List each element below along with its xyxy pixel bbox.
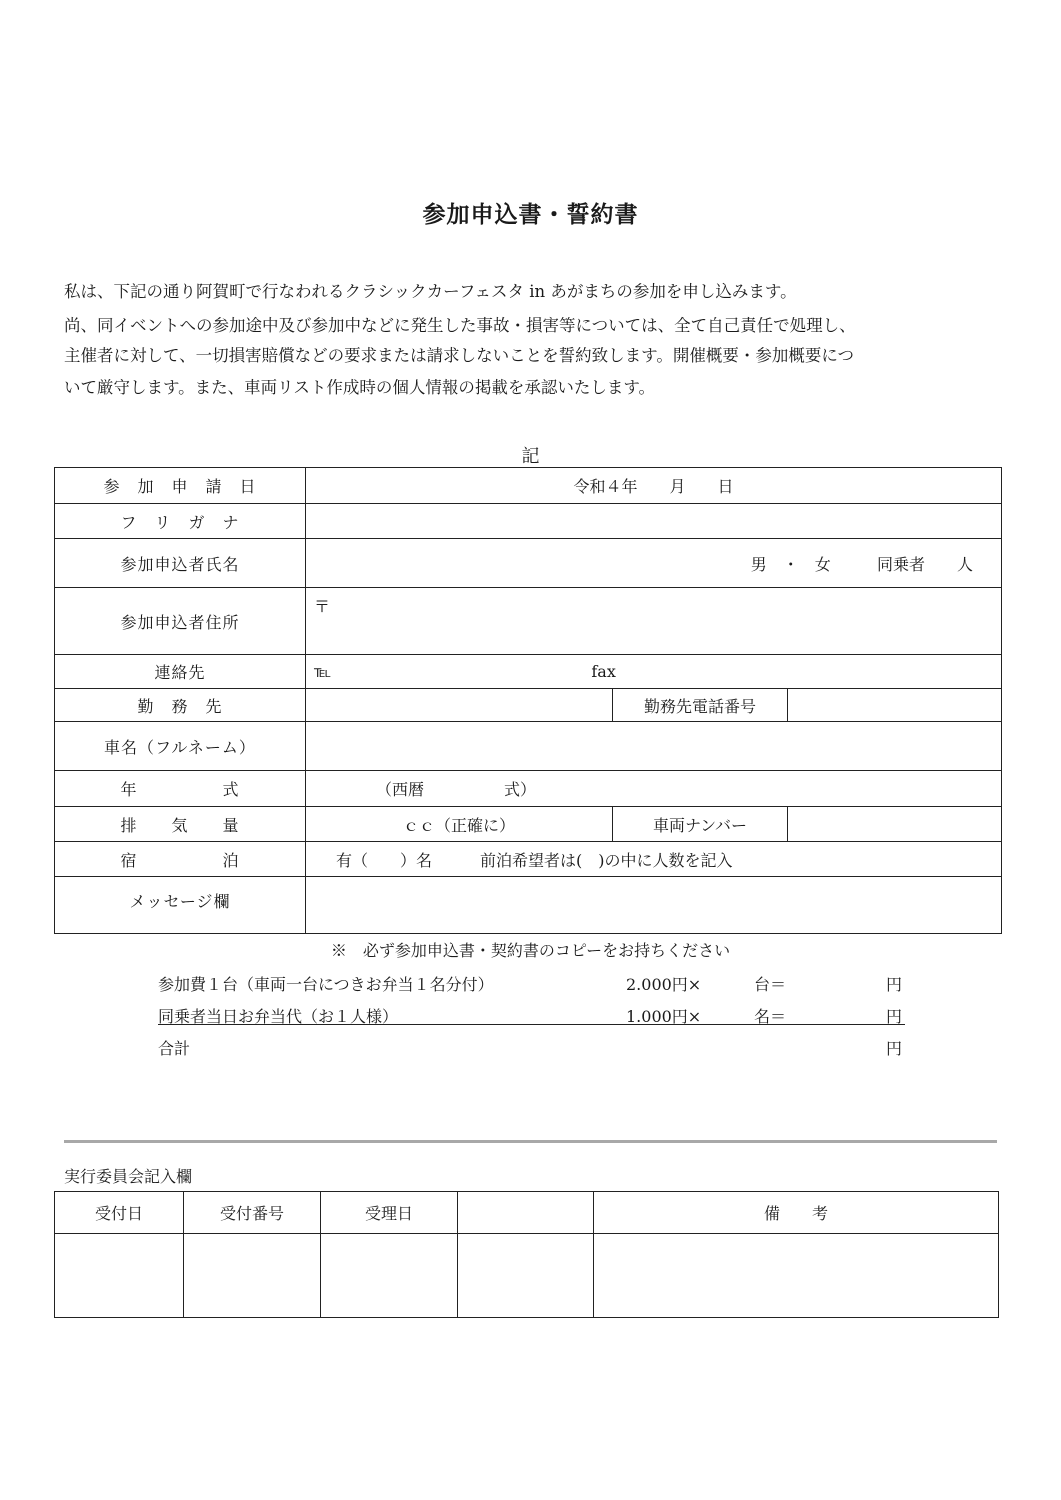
fee-entry-yen: 円 (886, 975, 903, 994)
fee-lunch-label: 同乗者当日お弁当代（お１人様） (158, 1007, 399, 1026)
acceptance-date-header: 受理日 (321, 1192, 458, 1234)
fee-lunch-unit: 名＝ (754, 1007, 787, 1026)
ki-heading: 記 (521, 446, 540, 467)
fee-total-yen: 円 (886, 1039, 903, 1058)
applicant-name-label: 参加申込者氏名 (55, 539, 306, 588)
committee-section-label: 実行委員会記入欄 (64, 1167, 193, 1186)
remarks-header: 備 考 (594, 1192, 999, 1234)
displacement-field[interactable]: ｃｃ（正確に） (306, 807, 613, 842)
car-name-field[interactable] (306, 722, 1002, 771)
intro-line-1: 私は、下記の通り阿賀町で行なわれるクラシックカーフェスタ in あがまちの参加を申し込みます。 (64, 282, 797, 301)
model-year-field[interactable]: （西暦 式） (306, 771, 1002, 807)
contact-field[interactable] (306, 655, 1002, 689)
page-title: 参加申込書・誓約書 (422, 202, 639, 228)
application-date-label: 参 加 申 請 日 (55, 468, 306, 504)
application-date-field[interactable]: 令和４年 月 日 (306, 468, 1002, 504)
fee-lunch-price: 1.000円× (626, 1007, 702, 1026)
gender-option[interactable]: 男 ・ 女 (750, 554, 831, 574)
receipt-date-cell[interactable] (55, 1234, 184, 1318)
fee-entry-price: 2.000円× (626, 975, 702, 994)
copy-notice: ※ 必ず参加申込書・契約書のコピーをお持ちください (330, 941, 731, 960)
fee-underline (158, 1024, 905, 1025)
message-label: メッセージ欄 (55, 877, 306, 934)
intro-line-4: いて厳守します。また、車両リスト作成時の個人情報の掲載を承認いたします。 (64, 378, 656, 397)
application-form-table (54, 467, 1002, 934)
fee-total-label: 合計 (158, 1039, 191, 1058)
workplace-label: 勤 務 先 (55, 689, 306, 722)
furigana-label: フ リ ガ ナ (55, 504, 306, 539)
receipt-number-header: 受付番号 (184, 1192, 321, 1234)
tel-label: ℡ (314, 662, 332, 681)
receipt-number-cell[interactable] (184, 1234, 321, 1318)
lodging-label: 宿 泊 (55, 842, 306, 877)
furigana-field[interactable] (306, 504, 1002, 539)
plate-number-label: 車両ナンバー (613, 807, 788, 842)
fee-lunch-yen: 円 (886, 1007, 903, 1026)
postal-mark: 〒 (314, 597, 331, 616)
car-name-label: 車名（フルネーム） (55, 722, 306, 771)
blank-header (458, 1192, 594, 1234)
fax-label: fax (591, 662, 616, 681)
work-phone-field[interactable] (788, 689, 1002, 722)
companion-count[interactable]: 同乗者 人 (877, 554, 974, 574)
fee-entry-label: 参加費１台（車両一台につきお弁当１名分付） (158, 975, 494, 994)
section-divider (64, 1140, 997, 1143)
applicant-name-field[interactable] (306, 539, 1002, 588)
intro-line-3: 主催者に対して、一切損害賠償などの要求または請求しないことを誓約致します。開催概要・参加概要につ (64, 346, 855, 365)
remarks-cell[interactable] (594, 1234, 999, 1318)
applicant-address-label: 参加申込者住所 (55, 588, 306, 655)
receipt-date-header: 受付日 (55, 1192, 184, 1234)
plate-number-field[interactable] (788, 807, 1002, 842)
workplace-field[interactable] (306, 689, 613, 722)
intro-line-2: 尚、同イベントへの参加途中及び参加中などに発生した事故・損害等については、全て自己責任で処理し、 (64, 316, 856, 335)
contact-label: 連絡先 (55, 655, 306, 689)
message-field[interactable] (306, 877, 1002, 934)
acceptance-date-cell[interactable] (321, 1234, 458, 1318)
work-phone-label: 勤務先電話番号 (613, 689, 788, 722)
committee-table (54, 1191, 999, 1318)
lodging-field[interactable]: 有（ ）名 前泊希望者は( )の中に人数を記入 (306, 842, 1002, 877)
model-year-label: 年 式 (55, 771, 306, 807)
blank-cell[interactable] (458, 1234, 594, 1318)
applicant-address-field[interactable] (306, 588, 1002, 655)
displacement-label: 排 気 量 (55, 807, 306, 842)
fee-entry-unit: 台＝ (754, 975, 787, 994)
